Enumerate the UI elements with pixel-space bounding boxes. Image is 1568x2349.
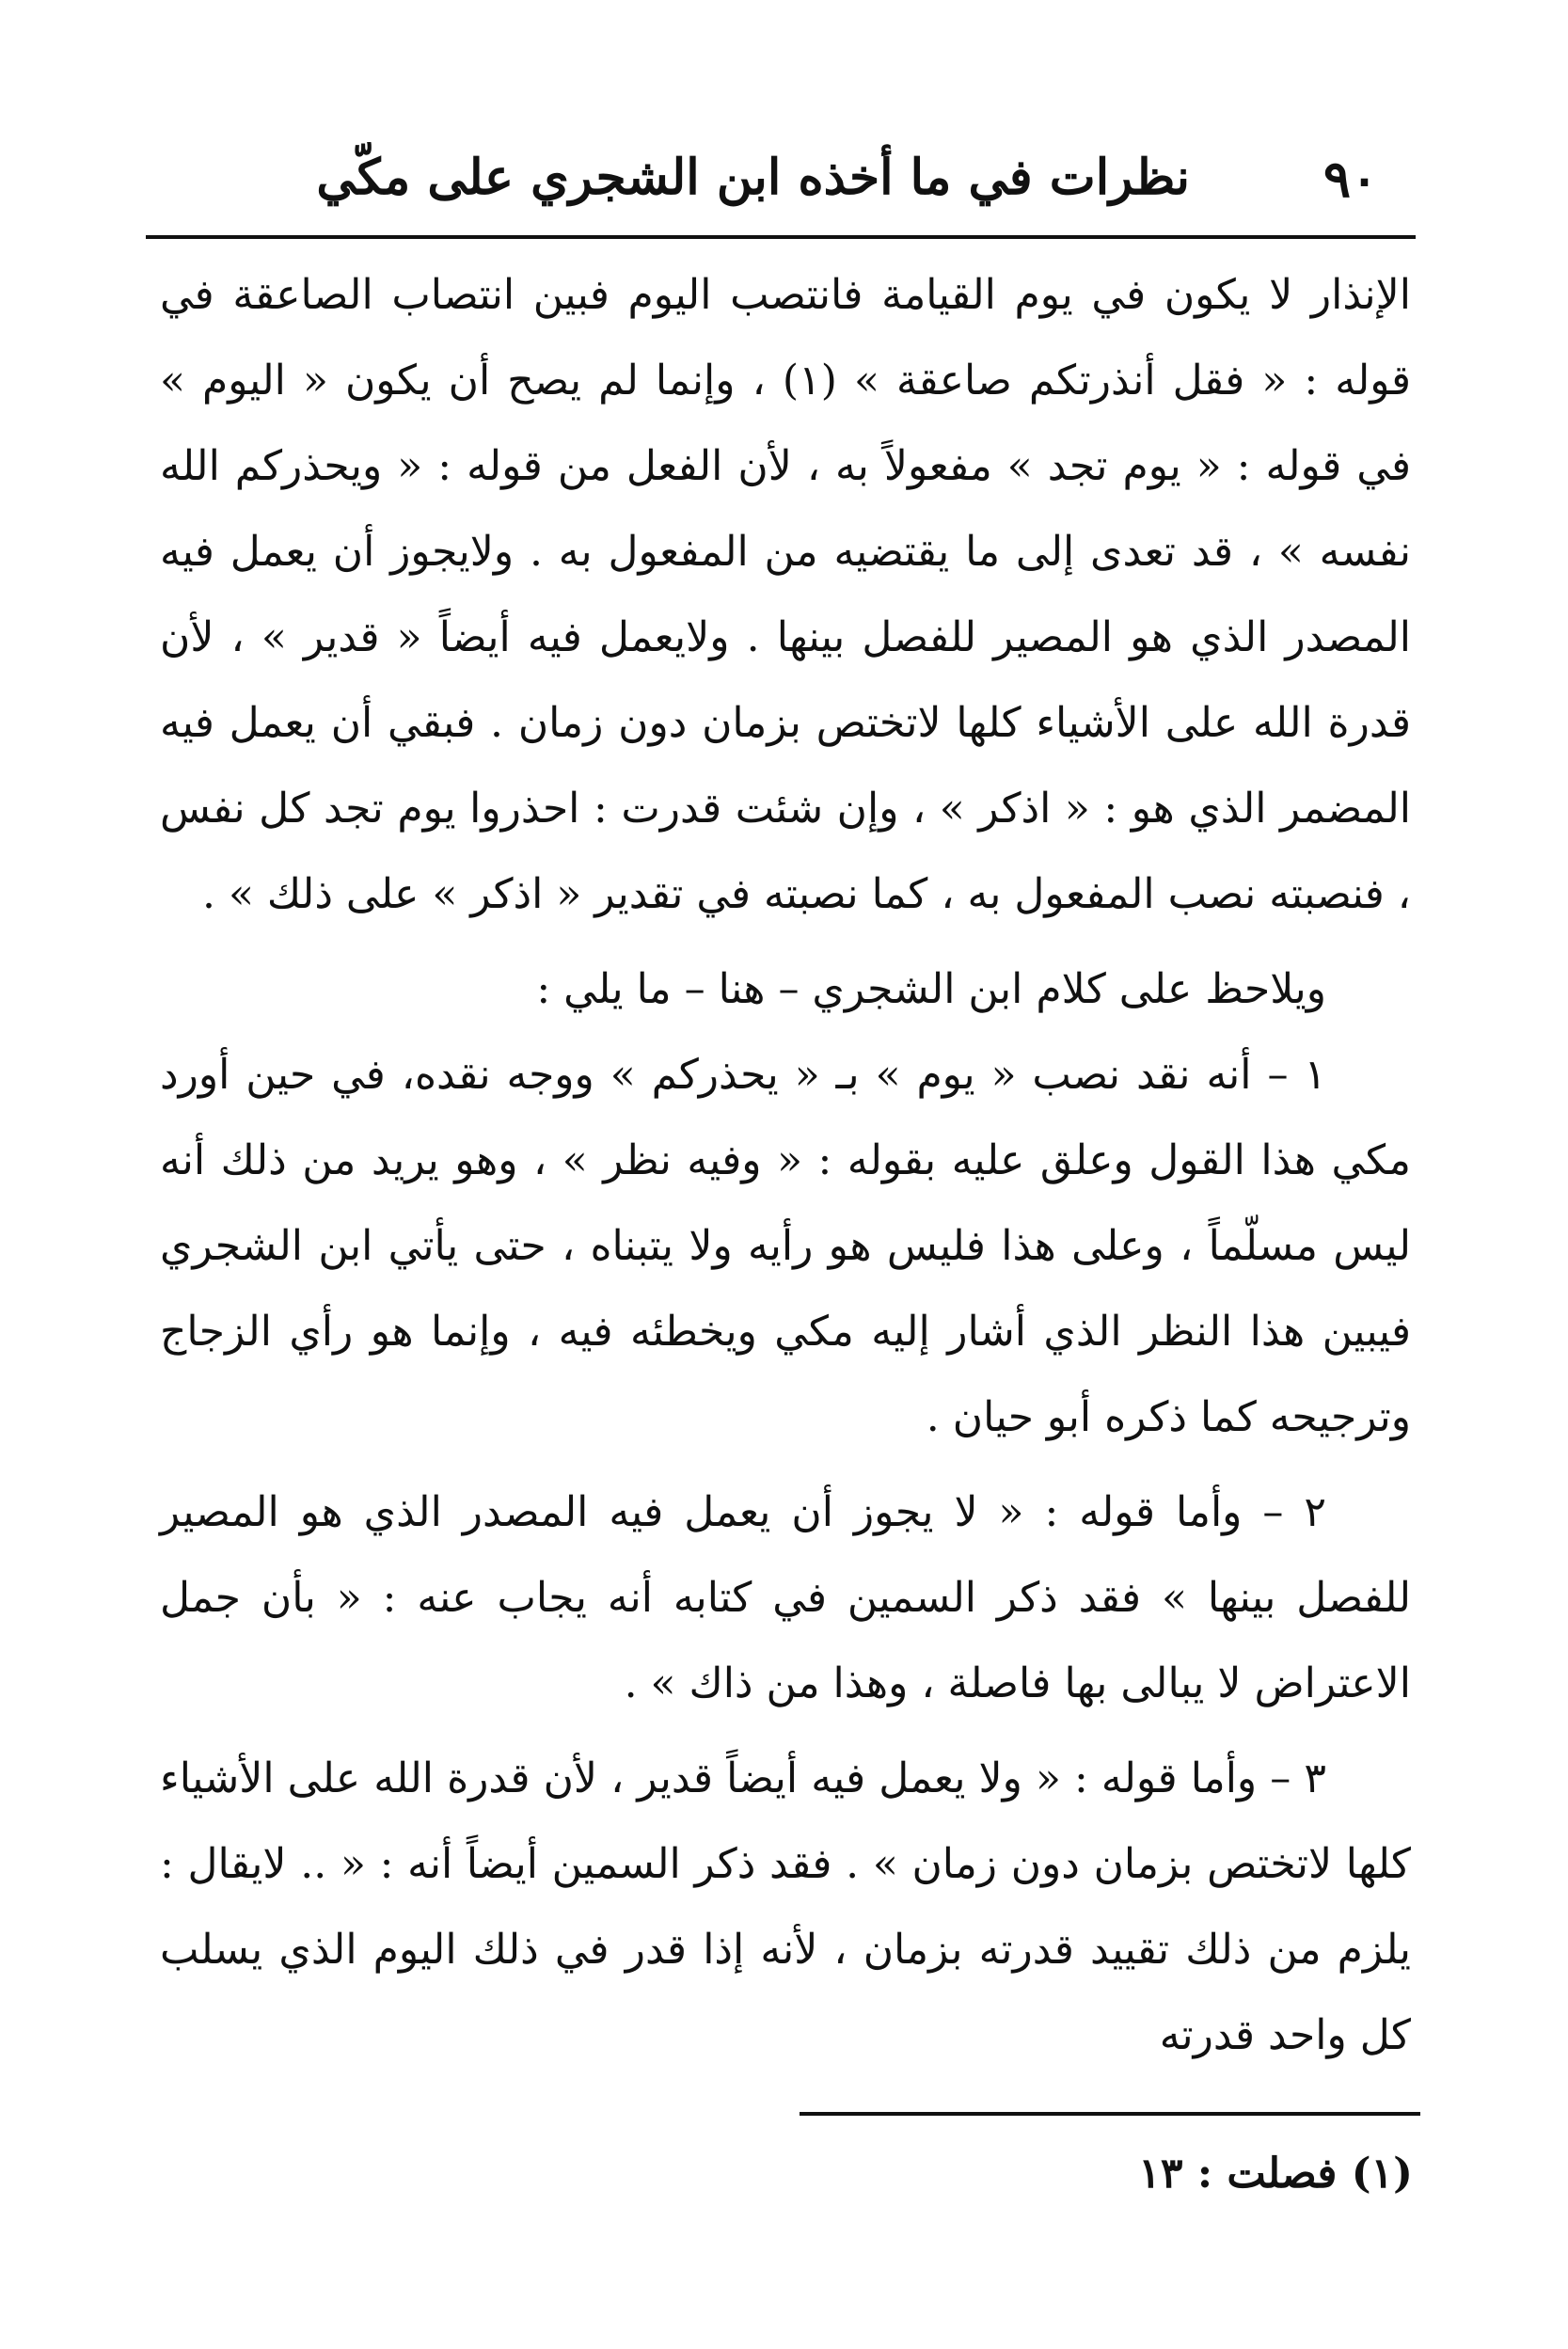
footnote: (١) فصلت : ١٣ bbox=[1138, 2150, 1413, 2198]
header-divider bbox=[146, 235, 1416, 239]
paragraph-point-3: ٣ – وأما قوله : « ولا يعمل فيه أيضاً قدير ، لأن قدرة الله على الأشياء كلها لاتختص بزمان دون زمان » . فقد ذكر السمين أيضاً أنه : « .. لايقال : يلزم من ذلك تقييد قدرته بزمان ، لأنه إذا قدر في ذلك اليوم الذي يسلب كل واحد قدرته bbox=[160, 1754, 1411, 2059]
footnote-divider bbox=[800, 2112, 1420, 2116]
paragraph-point-2: ٢ – وأما قوله : « لا يجوز أن يعمل فيه المصدر الذي هو المصير للفصل بينها » فقد ذكر السمين في كتابه أنه يجاب عنه : « بأن جمل الاعتراض لا يبالى بها فاصلة ، وهذا من ذاك » . bbox=[160, 1488, 1411, 1707]
paragraph-point-1: ١ – أنه نقد نصب « يوم » بـ « يحذركم » ووجه نقده، في حين أورد مكي هذا القول وعلق عليه بقوله : « وفيه نظر » ، وهو يريد من ذلك أنه ليس مسلّماً ، وعلى هذا فليس هو رأيه ولا يتبناه ، حتى يأتي ابن الشجري فيبين هذا النظر الذي أشار إليه مكي ويخطئه فيه ، وإنما هو رأي الزجاج وترجيحه كما ذكره أبو حيان . bbox=[160, 1051, 1411, 1441]
paragraph-observation-intro: ويلاحظ على كلام ابن الشجري – هنا – ما يلي : bbox=[536, 965, 1326, 1013]
body-text bbox=[160, 252, 1411, 2078]
page-number: ٩٠ bbox=[1323, 149, 1378, 209]
running-title: نظرات في ما أخذه ابن الشجري على مكّي bbox=[316, 149, 1190, 206]
paragraph-continuation: الإنذار لا يكون في يوم القيامة فانتصب اليوم فبين انتصاب الصاعقة في قوله : « فقل أنذرتكم صاعقة » (١) ، وإنما لم يصح أن يكون « اليوم » في قوله : « يوم تجد » مفعولاً به ، لأن الفعل من قوله : « ويحذركم الله نفسه » ، قد تعدى إلى ما يقتضيه من المفعول به . ولايجوز أن يعمل فيه المصدر الذي هو المصير للفصل بينها . ولايعمل فيه أيضاً « قدير » ، لأن قدرة الله على الأشياء كلها لاتختص بزمان دون زمان . فبقي أن يعمل فيه المضمر الذي هو : « اذكر » ، وإن شئت قدرت : احذروا يوم تجد كل نفس ، فنصبته نصب المفعول به ، كما نصبته في تقدير « اذكر » على ذلك » . bbox=[160, 271, 1411, 918]
page-header bbox=[146, 141, 1416, 235]
